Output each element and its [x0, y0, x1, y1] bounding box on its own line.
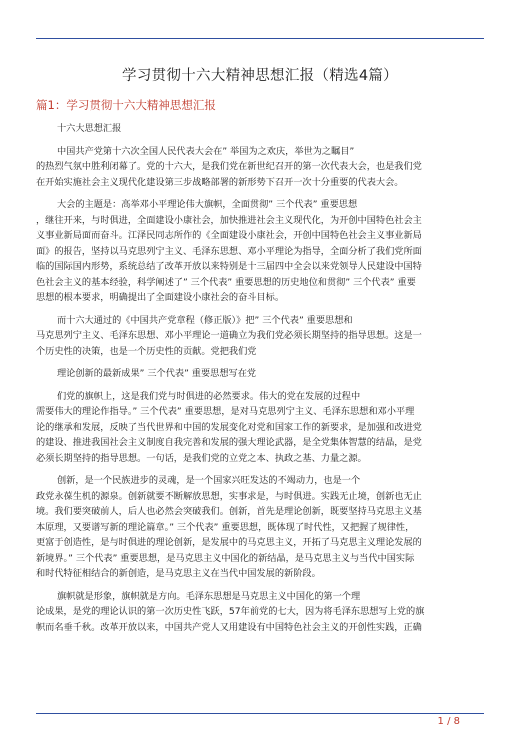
paragraph	[36, 589, 484, 636]
paragraph-line: 临的国际国内形势，系统总结了改革开放以来特别是十三届四中全会以来党领导人民建设中国特	[36, 261, 422, 272]
paragraph-line: 理论创新的最新成果” 三个代表” 重要思想写在党	[57, 368, 257, 379]
header-rule	[36, 38, 484, 39]
paragraph	[36, 473, 484, 582]
paragraph-line: 义事业新局面而奋斗。江泽民同志所作的《全面建设小康社会，开创中国特色社会主义事业新局	[36, 230, 422, 241]
paragraph-line: 必须长期坚持的指导思想。一句话，是我们党的立党之本、执政之基、力量之源。	[36, 452, 367, 464]
paragraph-line: 色社会主义的基本经验，科学阐述了” 三个代表” 重要思想的历史地位和贯彻” 三个代表” 重要	[36, 276, 416, 288]
paragraph-line: 中国共产党第十六次全国人民代表大会在” 举国为之欢庆，举世为之瞩目”	[57, 145, 355, 157]
document-body	[36, 64, 484, 642]
footer-rule	[36, 713, 484, 714]
paragraph-line: 更富于创造性，是与时俱进的理论创新，是发展中的马克思主义，开拓了马克思主义理论发展的	[36, 537, 422, 548]
page-number: 1 / 8	[437, 716, 460, 727]
paragraph-line: 旗帜就是形象，旗帜就是方向。毛泽东思想是马克思主义中国化的第一个理	[57, 590, 361, 602]
paragraph-line: 帜而名垂千秋。改革开放以来，中国共产党人又用建设有中国特色社会主义的开创性实践，正确	[36, 621, 422, 633]
paragraph	[36, 366, 484, 382]
paragraph-line: 思想的根本要求，明确提出了全面建设小康社会的奋斗目标。	[36, 292, 285, 303]
paragraph-line: 新境界。” 三个代表” 重要思想，是马克思主义中国化的新结晶，是马克思主义与当代中国实际	[36, 552, 415, 564]
paragraph-line: 境。我们要突破前人，后人也必然会突破我们。创新，首先是理论创新，既要坚持马克思主义基	[36, 506, 422, 517]
paragraph	[36, 313, 484, 360]
paragraph-line: 而十六大通过的《中国共产党章程（修正版）》把” 三个代表” 重要思想和	[57, 314, 353, 326]
paragraph-line: 的建设、推进我国社会主义制度自我完善和发展的强大理论武器，是全党集体智慧的结晶，是党	[36, 437, 422, 448]
paragraph-line: 政党永葆生机的源泉。创新就要不断解放思想，实事求是，与时俱进。实践无止境，创新也无止	[36, 490, 422, 502]
paragraph-line: 论的继承和发展，反映了当代世界和中国的发展变化对党和国家工作的新要求，是加强和改进党	[36, 421, 422, 433]
paragraph-list	[36, 121, 484, 635]
document-title: 学习贯彻十六大精神思想汇报（精选4篇）	[122, 68, 398, 84]
paragraph	[36, 121, 484, 137]
paragraph-line: 的热烈气氛中胜利闭幕了。党的十六大，是我们党在新世纪召开的第一次代表大会，也是我们党	[36, 161, 422, 172]
chapter-heading: 篇1：学习贯彻十六大精神思想汇报	[36, 98, 216, 112]
paragraph-line: 本原理，又要谱写新的理论篇章。” 三个代表” 重要思想，既体现了时代性，又把握了规律性，	[36, 521, 415, 533]
paragraph	[36, 389, 484, 467]
paragraph-line: 论成果，是党的理论认识的第一次历史性飞跃，57年前党的七大，因为将毛泽东思想写上党的旗	[36, 606, 425, 617]
paragraph-line: 创新，是一个民族进步的灵魂，是一个国家兴旺发达的不竭动力，也是一个	[57, 475, 361, 486]
paragraph-line: 马克思列宁主义、毛泽东思想、邓小平理论一道确立为我们党必须长期坚持的指导思想。这是一	[36, 330, 422, 341]
paragraph-line: 在开始实施社会主义现代化建设第三步战略部署的新形势下召开一次十分重要的代表大会。	[36, 176, 404, 188]
paragraph	[36, 144, 484, 191]
paragraph-line: 需要伟大的理论作指导。” 三个代表” 重要思想，是对马克思列宁主义、毛泽东思想和邓小平理	[36, 406, 415, 417]
paragraph-line: 个历史性的决策，也是一个历史性的贡献。党把我们党	[36, 345, 257, 357]
paragraph-line: 十六大思想汇报	[57, 123, 122, 134]
paragraph-line: ，继往开来，与时俱进，全面建设小康社会，加快推进社会主义现代化，为开创中国特色社会主	[36, 214, 422, 226]
paragraph-line: 们党的旗帜上，这是我们党与时俱进的必然要求。伟大的党在发展的过程中	[57, 390, 361, 402]
paragraph-line: 大会的主题是：高举邓小平理论伟大旗帜，全面贯彻” 三个代表” 重要思想	[57, 199, 358, 210]
paragraph	[36, 197, 484, 306]
paragraph-line: 面》的报告，坚持以马克思列宁主义、毛泽东思想、邓小平理论为指导，全面分析了我们党所面	[36, 245, 422, 257]
paragraph-line: 和时代特征相结合的新创造，是马克思主义在当代中国发展的新阶段。	[36, 568, 321, 579]
